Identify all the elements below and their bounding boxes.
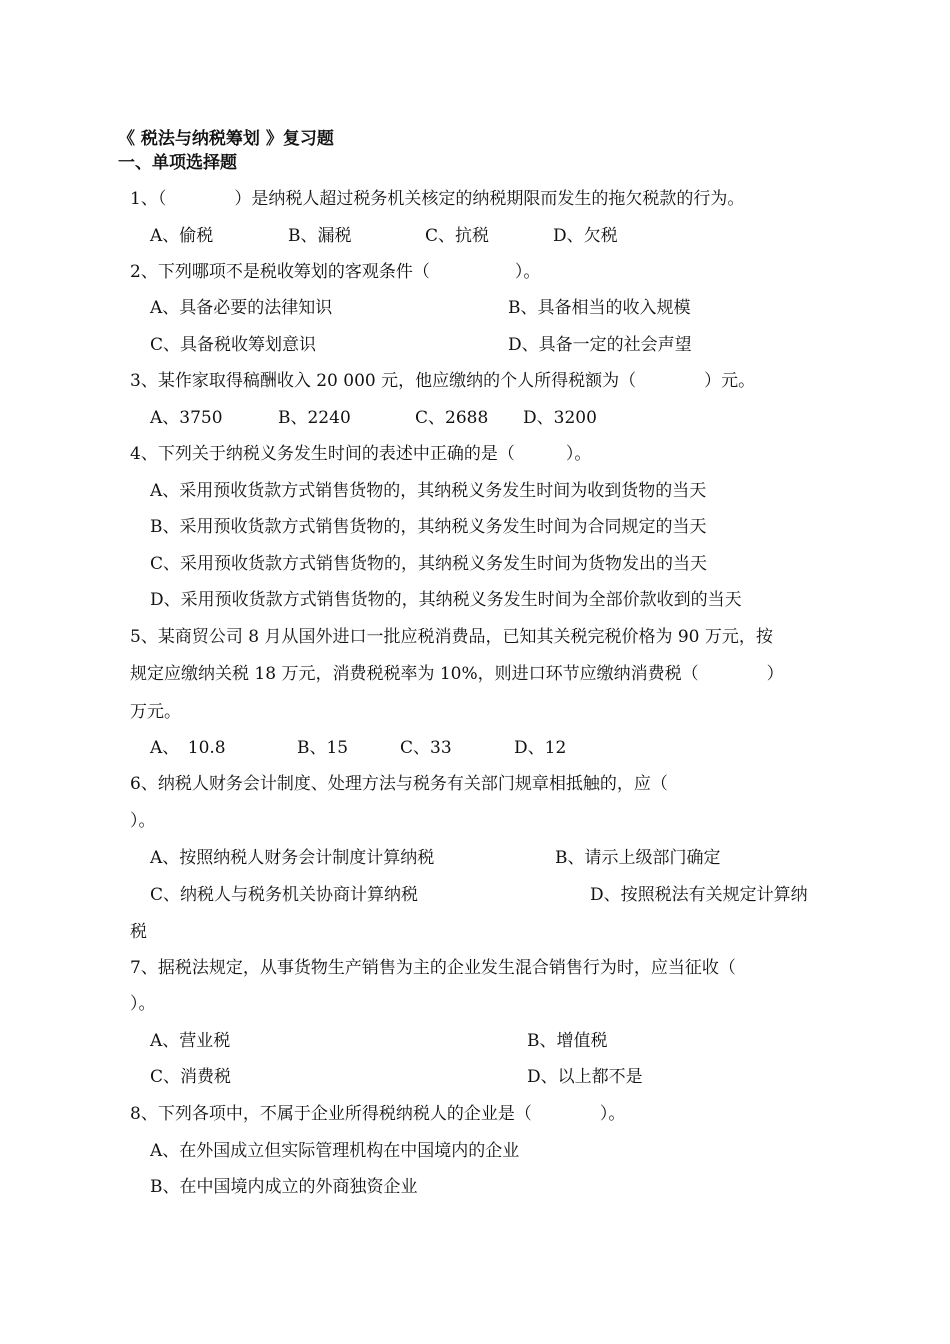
- q2-option-a: A、具备必要的法律知识: [150, 298, 333, 318]
- q5-option-b: B、15: [297, 738, 349, 758]
- question-4-stem: 4、下列关于纳税义务发生时间的表述中正确的是（ ）。: [130, 444, 592, 464]
- question-7-stem-line2: ）。: [130, 994, 156, 1014]
- q7-option-b: B、增值税: [527, 1031, 608, 1051]
- q6-option-b: B、请示上级部门确定: [555, 848, 721, 868]
- q6-option-c: C、纳税人与税务机关协商计算纳税: [150, 885, 419, 905]
- question-6-stem-line2: ）。: [130, 811, 156, 831]
- q6-option-d-continued: 税: [130, 922, 147, 942]
- q5-option-a: A、 10.8: [150, 738, 226, 758]
- q2-option-c: C、具备税收筹划意识: [150, 335, 317, 355]
- q3-option-d: D、3200: [523, 408, 597, 428]
- question-7-stem-line1: 7、据税法规定，从事货物生产销售为主的企业发生混合销售行为时，应当征收（: [130, 958, 736, 978]
- question-8-stem: 8、下列各项中，不属于企业所得税纳税人的企业是（ ）。: [130, 1104, 626, 1124]
- question-5-stem-line2: 规定应缴纳关税 18 万元，消费税税率为 10%，则进口环节应缴纳消费税（ ）: [130, 664, 784, 684]
- q7-option-d: D、以上都不是: [527, 1067, 643, 1087]
- q8-option-a: A、在外国成立但实际管理机构在中国境内的企业: [150, 1141, 520, 1161]
- question-3-stem: 3、某作家取得稿酬收入 20 000 元，他应缴纳的个人所得税额为（ ）元。: [130, 371, 756, 391]
- q6-option-a: A、按照纳税人财务会计制度计算纳税: [150, 848, 435, 868]
- question-1-stem: 1、（ ）是纳税人超过税务机关核定的纳税期限而发生的拖欠税款的行为。: [130, 189, 745, 209]
- q7-option-c: C、消费税: [150, 1067, 232, 1087]
- q1-option-d: D、欠税: [553, 226, 618, 246]
- q1-option-c: C、抗税: [425, 226, 490, 246]
- q5-option-c: C、33: [400, 738, 452, 758]
- q2-option-b: B、具备相当的收入规模: [508, 298, 691, 318]
- question-5-stem-line3: 万元。: [130, 702, 181, 722]
- q4-option-d: D、采用预收货款方式销售货物的，其纳税义务发生时间为全部价款收到的当天: [150, 590, 742, 610]
- question-6-stem-line1: 6、纳税人财务会计制度、处理方法与税务有关部门规章相抵触的，应（: [130, 774, 668, 794]
- q6-option-d: D、按照税法有关规定计算纳: [590, 885, 808, 905]
- question-5-stem-line1: 5、某商贸公司 8 月从国外进口一批应税消费品，已知其关税完税价格为 90 万元，按: [130, 627, 773, 647]
- document-title: 《 税法与纳税筹划 》复习题: [118, 129, 334, 149]
- q1-option-a: A、偷税: [150, 226, 214, 246]
- question-2-stem: 2、下列哪项不是税收筹划的客观条件（ ）。: [130, 262, 541, 282]
- q5-option-d: D、12: [514, 738, 567, 758]
- q4-option-b: B、采用预收货款方式销售货物的，其纳税义务发生时间为合同规定的当天: [150, 517, 707, 537]
- section-heading: 一、单项选择题: [118, 153, 237, 173]
- q4-option-a: A、采用预收货款方式销售货物的，其纳税义务发生时间为收到货物的当天: [150, 481, 707, 501]
- q1-option-b: B、漏税: [288, 226, 352, 246]
- q3-option-c: C、2688: [415, 408, 489, 428]
- q3-option-b: B、2240: [278, 408, 351, 428]
- q8-option-b: B、在中国境内成立的外商独资企业: [150, 1177, 418, 1197]
- q4-option-c: C、采用预收货款方式销售货物的，其纳税义务发生时间为货物发出的当天: [150, 554, 708, 574]
- q7-option-a: A、营业税: [150, 1031, 231, 1051]
- q3-option-a: A、3750: [150, 408, 223, 428]
- q2-option-d: D、具备一定的社会声望: [508, 335, 692, 355]
